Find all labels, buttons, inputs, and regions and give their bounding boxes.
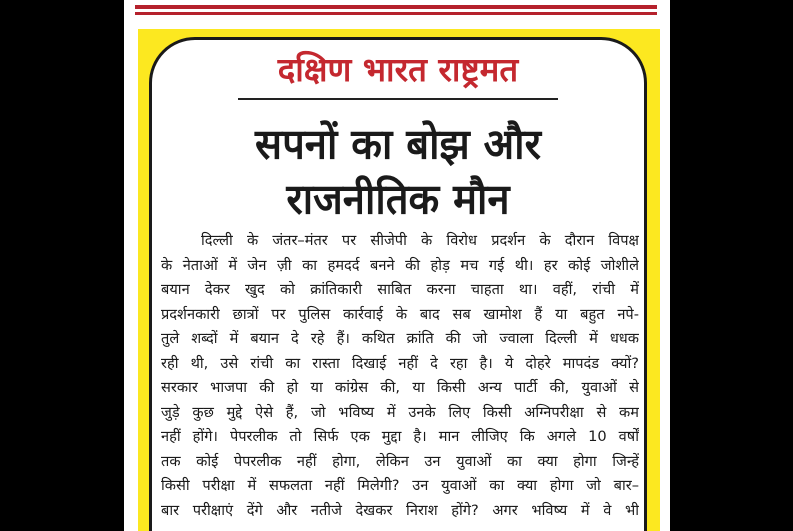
headline-line-1: सपनों का बोझ और xyxy=(255,120,541,170)
body-line: बार परीक्षाएं देंगे और नतीजे देखकर निराश होंगे? अगर भविष्य में वे भी xyxy=(161,501,639,519)
body-line: किसी परीक्षा में सफलता नहीं मिलेगी? उन युवाओं का क्या होगा जो बार– xyxy=(161,477,639,494)
masthead-divider xyxy=(238,98,558,100)
body-line: तक कोई पेपरलीक नहीं होगा, लेकिन उन युवाओं का क्या होगा जिन्हें xyxy=(161,452,639,470)
top-rule xyxy=(135,5,657,9)
editorial-box xyxy=(138,29,660,531)
newspaper-page xyxy=(124,0,670,531)
body-line: तुले शब्दों में बयान दे रहे हैं। कथित क्रांति की जो ज्वाला दिल्ली में धधक xyxy=(161,330,639,347)
body-line: सरकार भाजपा की हो या कांग्रेस की, या किसी अन्य पार्टी की, युवाओं से xyxy=(161,379,639,396)
body-line: रही थी, उसे रांची का रास्ता दिखाई नहीं दे रहा है। ये दोहरे मापदंड क्यों? xyxy=(161,354,639,372)
body-line: के नेताओं में जेन ज़ी का हमदर्द बनने की होड़ मच गई थी। हर कोई जोशीले xyxy=(161,256,639,274)
body-line: बयान देकर खुद को क्रांतिकारी साबित करना चाहता था। वहीं, रांची में xyxy=(161,281,639,298)
editorial-card xyxy=(149,37,647,531)
body-line: दिल्ली के जंतर–मंतर पर सीजेपी के विरोध प्रदर्शन के दौरान विपक्ष xyxy=(201,232,639,249)
article-body xyxy=(161,229,639,523)
masthead: दक्षिण भारत राष्ट्रमत xyxy=(277,50,519,89)
body-line: नहीं होंगे। पेपरलीक तो सिर्फ एक मुद्दा है। मान लीजिए कि अगले 10 वर्षों xyxy=(161,428,639,445)
headline-line-2: राजनीतिक मौन xyxy=(286,175,510,225)
top-rule-thin xyxy=(135,12,657,15)
body-line: जुड़े कुछ मुद्दे ऐसे हैं, जो भविष्य में उनके लिए किसी अग्निपरीक्षा से कम xyxy=(161,403,639,421)
body-line: प्रदर्शनकारी छात्रों पर पुलिस कार्रवाई के बाद सब खामोश हैं या बहुत नपे- xyxy=(161,305,639,323)
